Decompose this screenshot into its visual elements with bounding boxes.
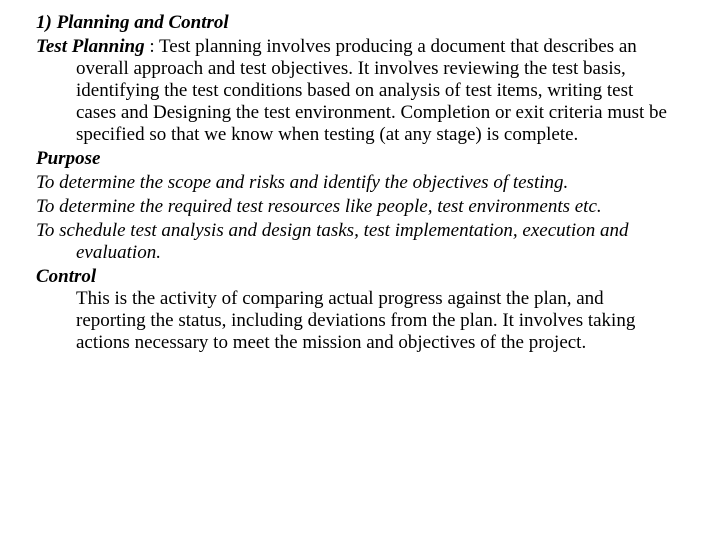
test-planning-paragraph bbox=[36, 36, 676, 146]
purpose-heading: Purpose bbox=[36, 148, 101, 169]
slide-content bbox=[36, 12, 676, 354]
control-paragraph: This is the activity of comparing actual progress against the plan, and reporting the status, including deviations from the plan. It involves taking actions necessary to meet the mission and objectives of the project. bbox=[76, 288, 636, 353]
purpose-item: To schedule test analysis and design tasks, test implementation, execution and evaluation. bbox=[36, 220, 629, 263]
control-heading: Control bbox=[36, 266, 97, 287]
test-planning-text: Test planning involves producing a document that describes an overall approach and test objectives. It involves reviewing the test basis, identifying the test conditions based on analysis of test items, writing test cases and Designing the test environment. Completion or exit criteria must be specified so that we know when testing (at any stage) is complete. bbox=[76, 36, 667, 145]
term-separator: : bbox=[144, 36, 160, 57]
section-heading: 1) Planning and Control bbox=[36, 12, 229, 33]
purpose-item: To determine the scope and risks and identify the objectives of testing. bbox=[36, 172, 569, 193]
purpose-item: To determine the required test resources like people, test environments etc. bbox=[36, 196, 602, 217]
test-planning-term: Test Planning bbox=[36, 36, 145, 57]
